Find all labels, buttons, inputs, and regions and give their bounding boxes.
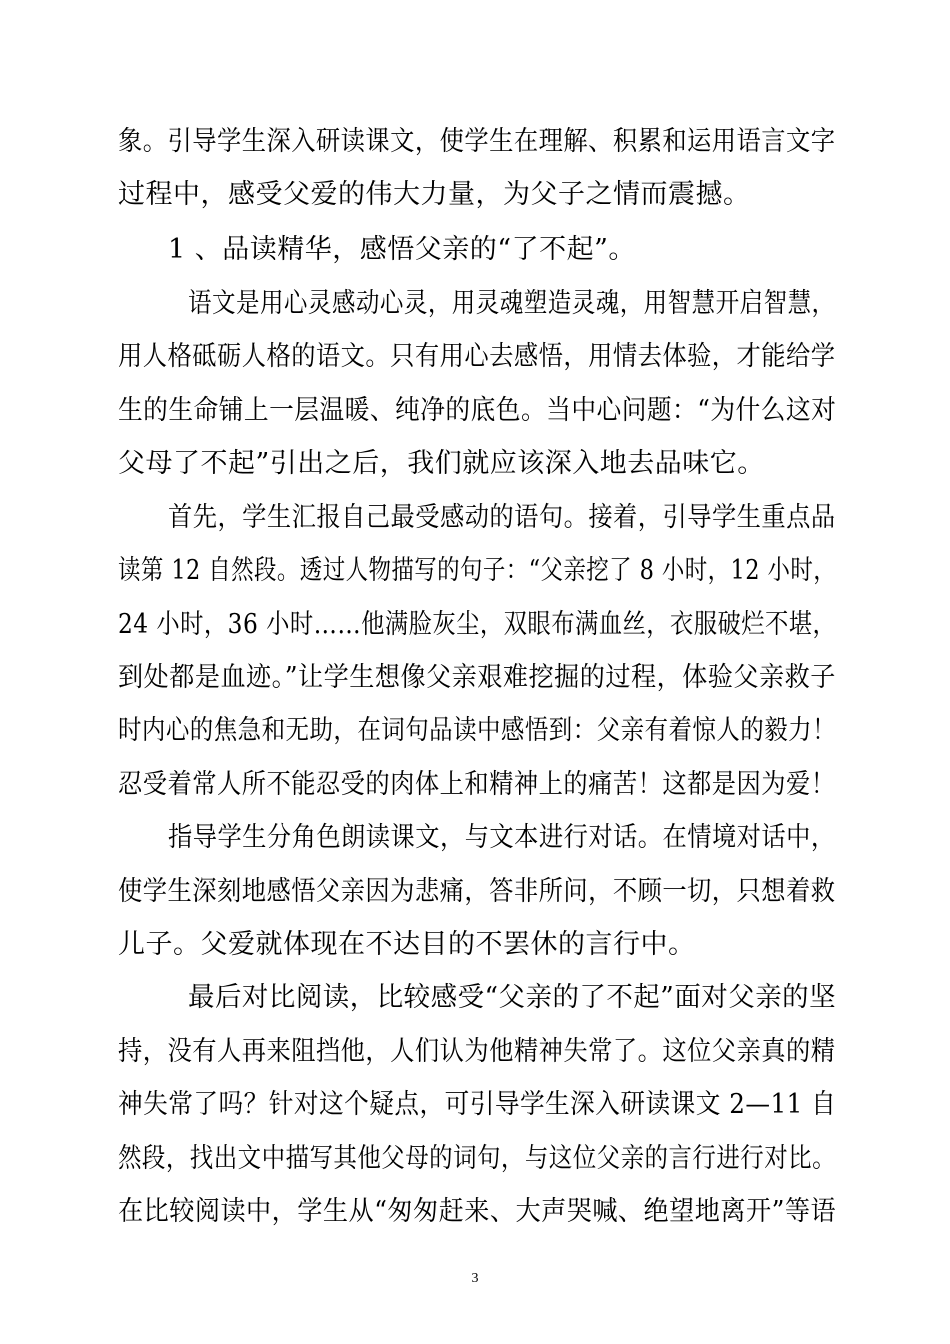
text-line: 父母了不起”引出之后，我们就应该深入地去品味它。 xyxy=(118,448,765,479)
text-line: 首先，学生汇报自己最受感动的语句。接着，引导学生重点品 xyxy=(168,502,836,533)
text-line: 语文是用心灵感动心灵，用灵魂塑造灵魂，用智慧开启智慧， xyxy=(188,288,836,319)
text-line: 指导学生分角色朗读课文，与文本进行对话。在情境对话中， xyxy=(168,822,836,853)
text-line: 用人格砥砺人格的语文。只有用心去感悟，用情去体验，才能给学 xyxy=(118,341,836,372)
text-line: 时内心的焦急和无助，在词句品读中感悟到：父亲有着惊人的毅力！ xyxy=(118,715,836,746)
text-line: 生的生命铺上一层温暖、纯净的底色。当中心问题：“为什么这对 xyxy=(118,395,837,426)
text-line: 然段，找出文中描写其他父母的词句，与这位父亲的言行进行对比。 xyxy=(118,1143,836,1174)
text-line: 过程中，感受父爱的伟大力量，为父子之情而震撼。 xyxy=(118,179,751,210)
text-line: 持，没有人再来阻挡他，人们认为他精神失常了。这位父亲真的精 xyxy=(118,1036,836,1067)
text-line: 到处都是血迹。”让学生想像父亲艰难挖掘的过程，体验父亲救子 xyxy=(118,662,836,693)
section-heading: 1 、品读精华，感悟父亲的“了不起”。 xyxy=(168,234,636,265)
text-line: 使学生深刻地感悟父亲因为悲痛，答非所问，不顾一切，只想着救 xyxy=(118,876,836,907)
text-line: 象。引导学生深入研读课文，使学生在理解、积累和运用语言文字 xyxy=(118,126,836,157)
text-line: 神失常了吗？针对这个疑点，可引导学生深入研读课文 2—11 自 xyxy=(118,1089,837,1120)
page-number: 3 xyxy=(471,1271,479,1286)
text-line: 读第 12 自然段。透过人物描写的句子：“父亲挖了 8 小时，12 小时， xyxy=(118,555,837,586)
text-line: 最后对比阅读，比较感受“父亲的了不起”面对父亲的坚 xyxy=(188,982,837,1013)
text-line: 在比较阅读中，学生从“匆匆赶来、大声哭喊、绝望地离开”等语 xyxy=(118,1196,837,1227)
text-line: 忍受着常人所不能忍受的肉体上和精神上的痛苦！这都是因为爱！ xyxy=(118,769,836,800)
text-line: 儿子。父爱就体现在不达目的不罢休的言行中。 xyxy=(118,929,696,960)
text-line: 24 小时，36 小时……他满脸灰尘，双眼布满血丝，衣服破烂不堪， xyxy=(118,609,837,640)
